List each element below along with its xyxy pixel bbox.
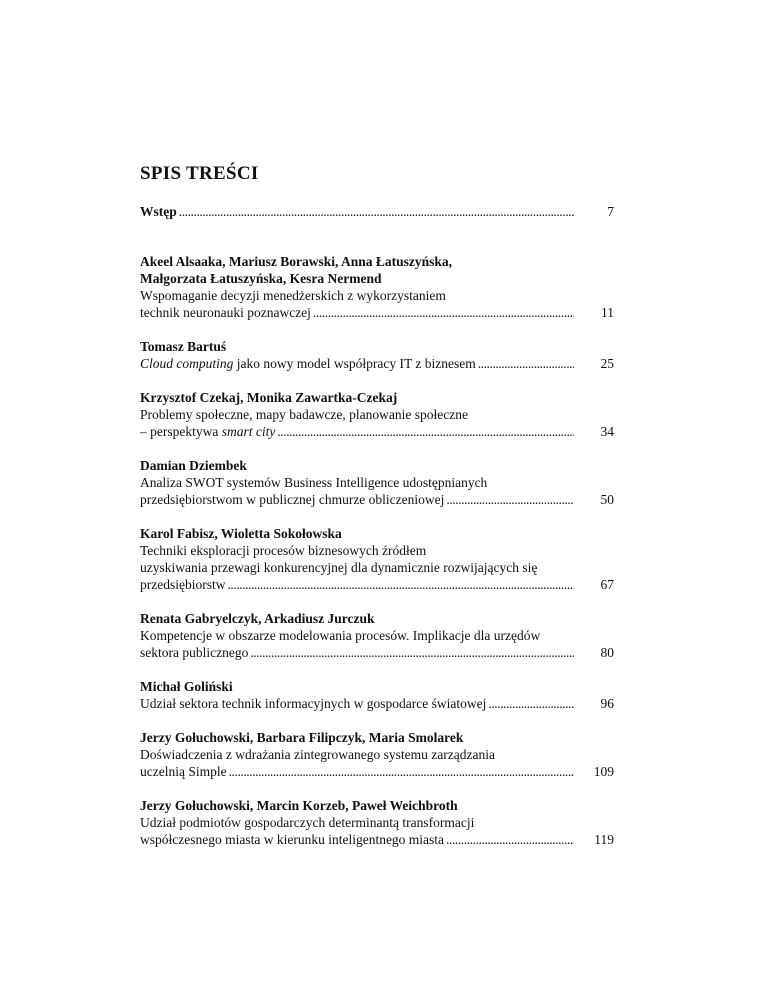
toc-title-line: uzyskiwania przewagi konkurencyjnej dla dynamicznie rozwijających się: [140, 560, 538, 575]
toc-entry[interactable]: [140, 610, 614, 661]
toc-page-number: 109: [593, 764, 614, 779]
toc-entry[interactable]: [140, 678, 614, 712]
toc-title-text: sektora publicznego: [140, 645, 249, 660]
toc-title-last-line: [140, 304, 311, 321]
toc-line: [140, 203, 614, 220]
toc-authors: Tomasz Bartuś: [140, 339, 227, 354]
toc-authors: Krzysztof Czekaj, Monika Zawartka-Czekaj: [140, 390, 398, 405]
toc-line: [140, 644, 614, 661]
toc-authors: Małgorzata Łatuszyńska, Kesra Nermend: [140, 271, 382, 286]
toc-title-text: uczelnią Simple: [140, 764, 227, 779]
toc-page-number: 34: [600, 424, 614, 439]
toc-title-last-line: [140, 644, 248, 661]
dot-leader: [478, 355, 574, 372]
toc-title-italic: smart city: [221, 424, 276, 439]
toc-line: [140, 763, 614, 780]
toc-authors: Jerzy Gołuchowski, Barbara Filipczyk, Maria Smolarek: [140, 730, 464, 745]
toc-title-line: Kompetencje w obszarze modelowania procesów. Implikacje dla urzędów: [140, 628, 541, 643]
toc-title-line: Techniki eksploracji procesów biznesowych źródłem: [140, 543, 427, 558]
toc-page-number: 11: [601, 305, 614, 320]
toc-title-line: Doświadczenia z wdrażania zintegrowanego systemu zarządzania: [140, 747, 495, 762]
page-title: SPIS TREŚCI: [140, 163, 259, 184]
toc-entry[interactable]: [140, 389, 614, 440]
toc-line: [140, 423, 614, 440]
toc-entry[interactable]: [140, 338, 614, 372]
toc-title-line: Analiza SWOT systemów Business Intelligence udostępnianych: [140, 475, 488, 490]
dot-leader: [229, 763, 574, 780]
toc-entry[interactable]: [140, 729, 614, 780]
toc-entry[interactable]: [140, 457, 614, 508]
toc-title-last-line: [140, 763, 227, 780]
toc-line: [140, 491, 614, 508]
dot-leader: [313, 304, 574, 321]
toc-page-number: 96: [600, 696, 614, 711]
toc-page-number: 7: [607, 204, 614, 219]
toc-title-last-line: [140, 576, 225, 593]
toc-title-text: jako nowy model współpracy IT z biznesem: [233, 356, 476, 371]
toc-title-last-line: [140, 695, 486, 712]
toc-title-last-line: [140, 423, 275, 440]
toc-authors: Michał Goliński: [140, 679, 233, 694]
toc-authors: Jerzy Gołuchowski, Marcin Korzeb, Paweł Weichbroth: [140, 798, 458, 813]
toc-page-number: 67: [600, 577, 614, 592]
toc-title-line: Wspomaganie decyzji menedżerskich z wykorzystaniem: [140, 288, 446, 303]
dot-leader: [227, 576, 574, 593]
dot-leader: [446, 831, 574, 848]
toc-entry[interactable]: [140, 797, 614, 848]
toc-title-text: – perspektywa: [140, 424, 222, 439]
toc-title-last-line: [140, 355, 476, 372]
dot-leader: [250, 644, 574, 661]
table-of-contents: [140, 203, 614, 865]
dot-leader: [488, 695, 574, 712]
toc-entry-intro: [140, 203, 614, 220]
toc-page-number: 80: [600, 645, 614, 660]
toc-title-line: Problemy społeczne, mapy badawcze, planowanie społeczne: [140, 407, 468, 422]
toc-line: [140, 576, 614, 593]
toc-title-italic: Cloud computing: [140, 356, 234, 371]
toc-line: [140, 355, 614, 372]
toc-entry-title: Wstęp: [140, 204, 177, 219]
toc-authors: Renata Gabryelczyk, Arkadiusz Jurczuk: [140, 611, 375, 626]
toc-authors: Akeel Alsaaka, Mariusz Borawski, Anna Łatuszyńska,: [140, 254, 453, 269]
toc-line: [140, 831, 614, 848]
toc-title-text: przedsiębiorstwom w publicznej chmurze obliczeniowej: [140, 492, 445, 507]
dot-leader: [446, 491, 574, 508]
toc-authors: Damian Dziembek: [140, 458, 247, 473]
toc-line: [140, 695, 614, 712]
toc-title-text: technik neuronauki poznawczej: [140, 305, 311, 320]
toc-title-text: współczesnego miasta w kierunku inteligentnego miasta: [140, 832, 445, 847]
toc-title-text: Udział sektora technik informacyjnych w gospodarce światowej: [140, 696, 487, 711]
toc-entry[interactable]: [140, 525, 614, 593]
toc-title-last-line: [140, 491, 444, 508]
dot-leader: [277, 423, 574, 440]
toc-page-number: 119: [594, 832, 614, 847]
toc-title-text: przedsiębiorstw: [140, 577, 226, 592]
toc-line: [140, 304, 614, 321]
toc-page-number: 50: [600, 492, 614, 507]
toc-entry[interactable]: [140, 253, 614, 321]
dot-leader: [179, 203, 574, 220]
toc-title-line: Udział podmiotów gospodarczych determinantą transformacji: [140, 815, 475, 830]
toc-title-last-line: [140, 831, 444, 848]
toc-authors: Karol Fabisz, Wioletta Sokołowska: [140, 526, 342, 541]
toc-page-number: 25: [600, 356, 614, 371]
